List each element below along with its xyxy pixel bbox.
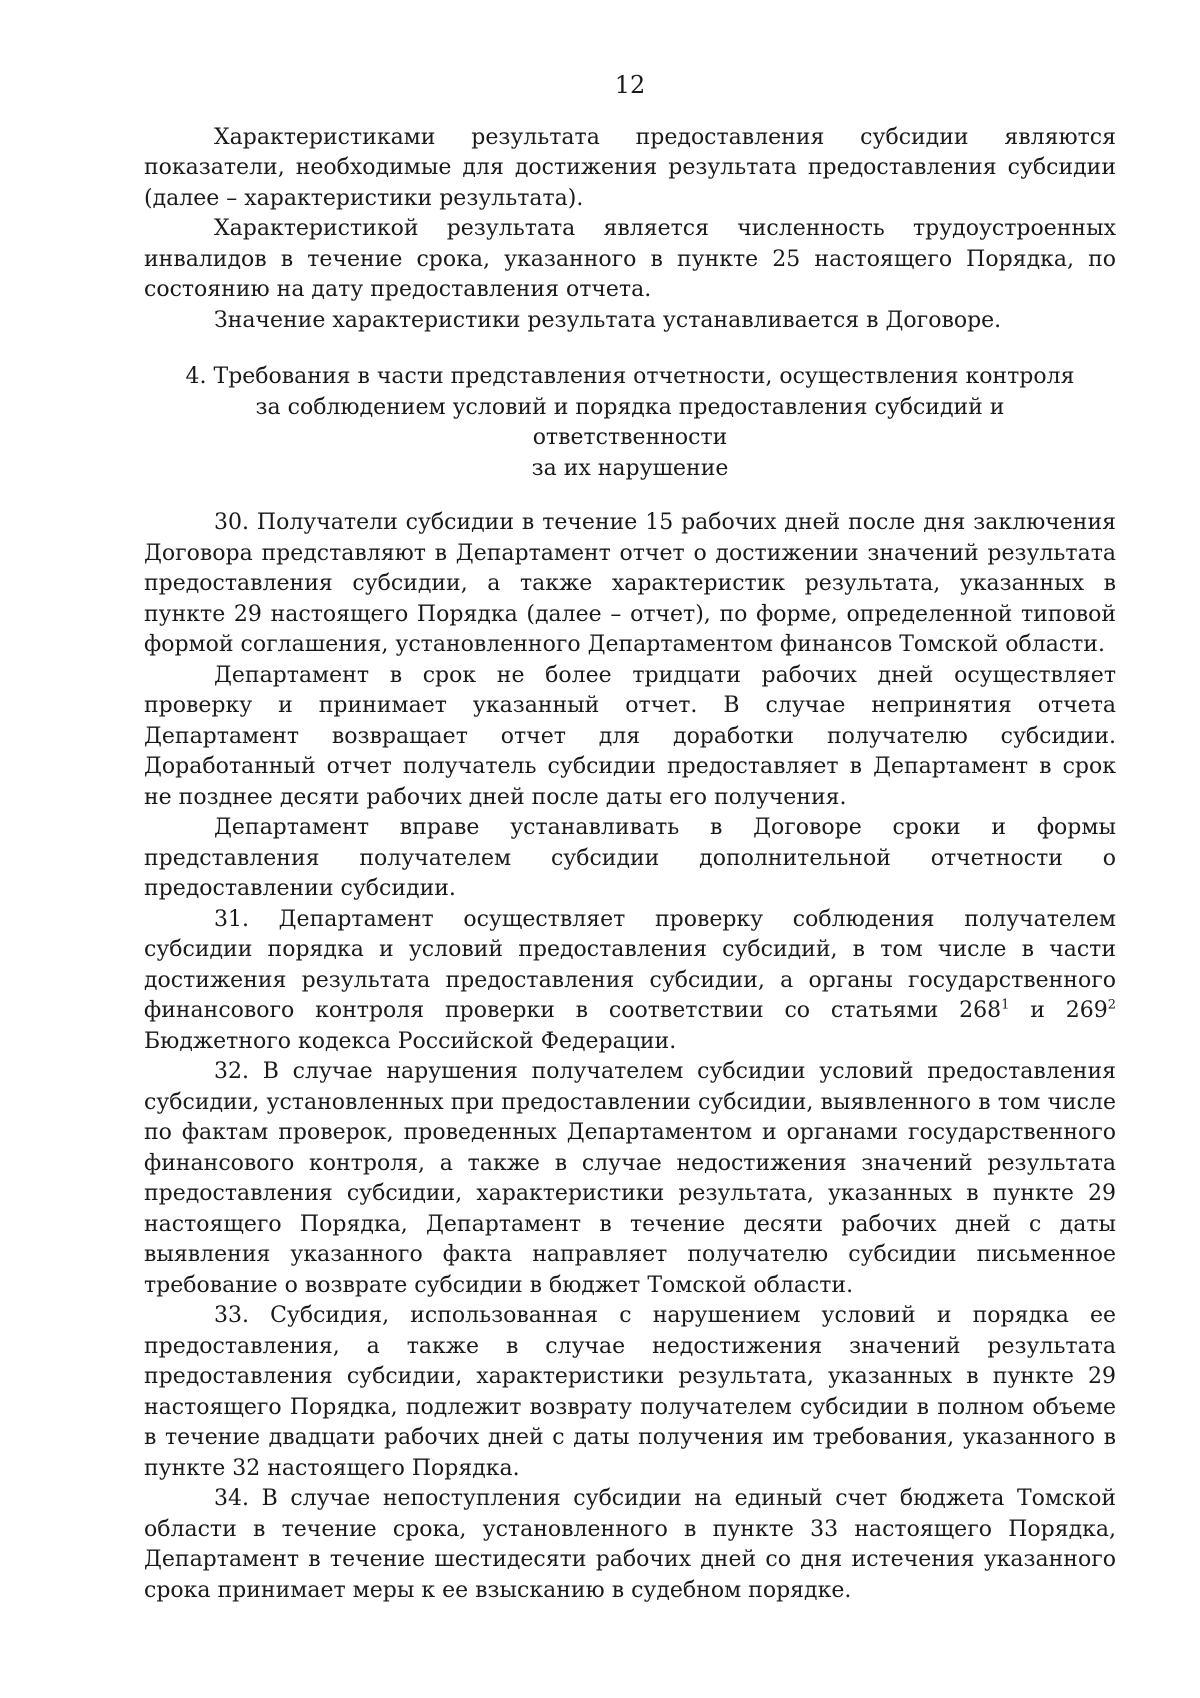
superscript-1: 1 bbox=[1001, 997, 1010, 1013]
paragraph-34: 34. В случае непоступления субсидии на единый счет бюджета Томской области в течение срока, установленного в пункте 33 настоящего Порядка, Департамент в течение шестидесяти рабочих дней со дня истечения указанного срока принимает меры к ее взысканию в судебном порядке. bbox=[144, 1486, 1116, 1603]
paragraph-31-part-b: и 269 bbox=[1009, 998, 1108, 1023]
paragraph-30: 30. Получатели субсидии в течение 15 рабочих дней после дня заключения Договора представляют в Департамент отчет о достижении значений результата предоставления субсидии, а также характеристик результата, указанных в пункте 29 настоящего Порядка (далее – отчет), по форме, определенной типовой формой соглашения, установленного Департаментом финансов Томской области. bbox=[144, 510, 1116, 657]
page-number: 12 bbox=[614, 71, 646, 99]
paragraph-30-b: Департамент в срок не более тридцати рабочих дней осуществляет проверку и принимает указанный отчет. В случае непринятия отчета Департамент возвращает отчет для доработки получателю субсидии. Доработанный отчет получатель субсидии предоставляет в Департамент в срок не позднее десяти рабочих дней после даты его получения. bbox=[144, 662, 1116, 810]
paragraph-30-c: Департамент вправе устанавливать в Договоре сроки и формы представления получателем субсидии дополнительной отчетности о предоставлении субсидии. bbox=[144, 815, 1116, 901]
paragraph-31-part-a: 31. Департамент осуществляет проверку соблюдения получателем субсидии порядка и условий предоставления субсидий, в том числе в части достижения результата предоставления субсидии, а органы государственного финансового контроля проверки в соответствии со статьями 268 bbox=[144, 906, 1116, 1023]
paragraph-intro-3: Значение характеристики результата устанавливается в Договоре. bbox=[214, 307, 1002, 333]
section-heading bbox=[144, 362, 1116, 484]
section-heading-line-2: за соблюдением условий и порядка предоставления субсидий и ответственности bbox=[255, 394, 1005, 450]
section-heading-line-1: 4. Требования в части представления отчетности, осуществления контроля bbox=[185, 364, 1075, 389]
paragraph-intro-1: Характеристиками результата предоставления субсидии являются показатели, необходимые для достижения результата предоставления субсидии (далее – характеристики результата). bbox=[144, 124, 1116, 211]
section-heading-line-3: за их нарушение bbox=[531, 455, 729, 481]
paragraph-intro-2: Характеристикой результата является численность трудоустроенных инвалидов в течение срока, указанного в пункте 25 настоящего Порядка, по состоянию на дату предоставления отчета. bbox=[144, 216, 1116, 302]
paragraph-33: 33. Субсидия, использованная с нарушением условий и порядка ее предоставления, а также в случае недостижения значений результата предоставления субсидии, характеристики результата, указанных в пункте 29 настоящего Порядка, подлежит возврату получателем субсидии в полном объеме в течение двадцати рабочих дней с даты получения им требования, указанного в пункте 32 настоящего Порядка. bbox=[144, 1303, 1116, 1481]
document-page bbox=[144, 70, 1116, 1606]
superscript-2: 2 bbox=[1107, 997, 1116, 1013]
paragraph-31-part-c: Бюджетного кодекса Российской Федерации. bbox=[144, 1028, 677, 1054]
paragraph-32: 32. В случае нарушения получателем субсидии условий предоставления субсидии, установленных при предоставлении субсидии, выявленного в том числе по фактам проверок, проведенных Департаментом и органами государственного финансового контроля, а также в случае недостижения значений результата предоставления субсидии, характеристики результата, указанных в пункте 29 настоящего Порядка, Департамент в течение десяти рабочих дней с даты выявления указанного факта направляет получателю субсидии письменное требование о возврате субсидии в бюджет Томской области. bbox=[144, 1059, 1116, 1298]
paragraph-31 bbox=[144, 905, 1116, 1058]
